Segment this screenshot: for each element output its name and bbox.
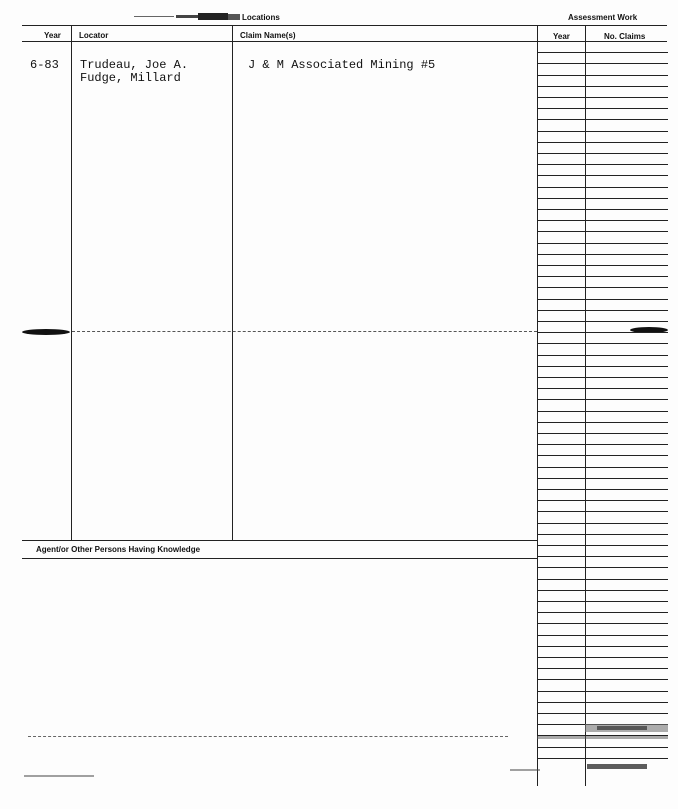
scan-dash-line — [72, 331, 537, 333]
bottom-scan-noise — [537, 722, 668, 772]
header-top-rule — [22, 25, 667, 26]
entry-claim-name: J & M Associated Mining #5 — [248, 58, 436, 72]
scan-smear-left — [22, 329, 70, 335]
upper-section-bottom-rule — [22, 540, 537, 541]
col-locator: Locator — [79, 31, 109, 40]
scan-smudge — [134, 12, 240, 21]
section-title: Locations — [242, 13, 280, 22]
col-year: Year — [44, 31, 61, 40]
entry-locator-2: Fudge, Millard — [80, 71, 181, 85]
divider-year-locator — [71, 26, 72, 540]
agent-label: Agent/or Other Persons Having Knowledge — [36, 545, 201, 554]
assessment-grid — [537, 41, 668, 771]
bottom-scan-line — [28, 736, 508, 738]
entry-locator-1: Trudeau, Joe A. — [80, 58, 189, 72]
col-claim-names: Claim Name(s) — [240, 31, 296, 40]
col-no-claims: No. Claims — [604, 32, 646, 41]
scan-noise-bottom-mid — [510, 769, 540, 771]
agent-label-rule — [22, 558, 537, 559]
entry-year: 6-83 — [30, 58, 59, 72]
assessment-title: Assessment Work — [568, 13, 638, 22]
scan-noise-bottom-left — [24, 775, 94, 777]
divider-locator-claim — [232, 26, 233, 540]
col-assess-year: Year — [553, 32, 570, 41]
